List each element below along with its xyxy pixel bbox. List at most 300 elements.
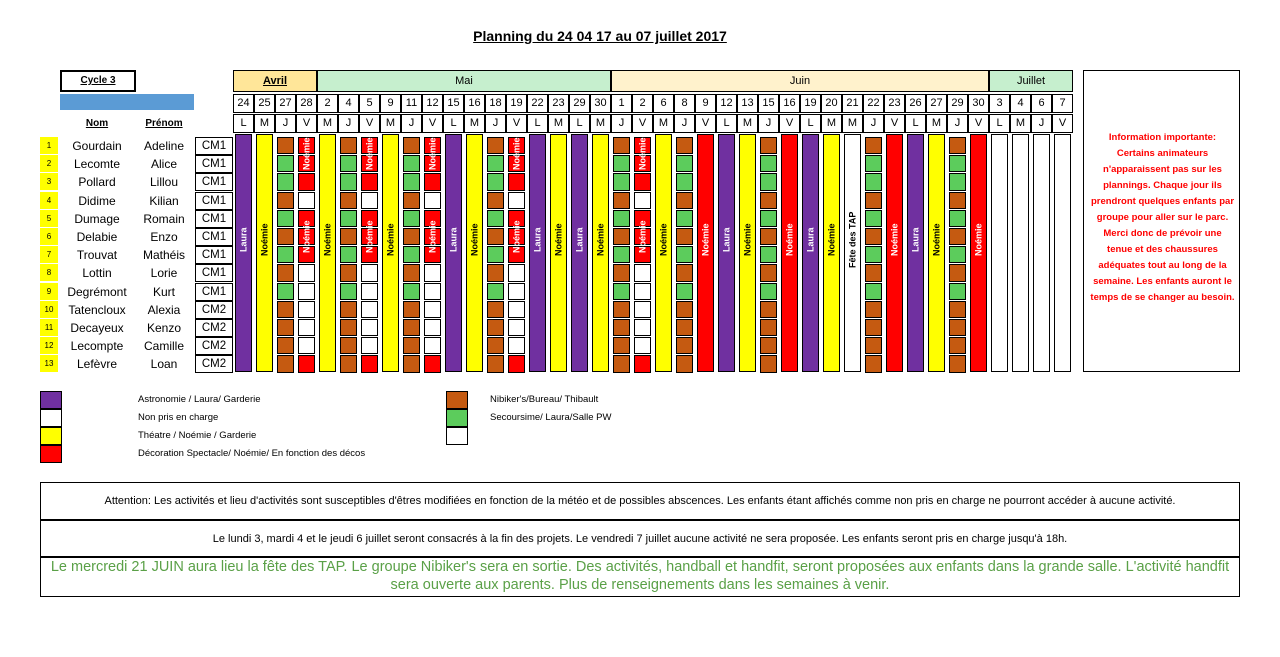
day-number: 13 [737, 94, 758, 113]
schedule-cell [277, 228, 294, 245]
schedule-cell [298, 283, 315, 300]
schedule-cell [277, 137, 294, 154]
schedule-cell [487, 301, 504, 318]
column-label: Fête des TAP [847, 211, 858, 269]
schedule-cell [949, 228, 966, 245]
day-letter: M [254, 114, 275, 133]
day-letter: J [275, 114, 296, 133]
schedule-cell [676, 264, 693, 281]
schedule-cell [613, 192, 630, 209]
column-label: Noémie [742, 223, 753, 257]
schedule-cell [949, 337, 966, 354]
cell-label: Noémie [511, 137, 522, 171]
day-letter: L [569, 114, 590, 133]
schedule-cell [676, 319, 693, 336]
day-number: 29 [569, 94, 590, 113]
student-classe: CM1 [195, 264, 233, 282]
day-number: 22 [863, 94, 884, 113]
day-number: 22 [527, 94, 548, 113]
student-classe: CM1 [195, 246, 233, 264]
schedule-cell [865, 301, 882, 318]
day-number: 27 [275, 94, 296, 113]
schedule-cell [634, 337, 651, 354]
cell-label: Noémie [364, 220, 375, 254]
schedule-cell [760, 228, 777, 245]
schedule-cell [487, 173, 504, 190]
schedule-cell [487, 337, 504, 354]
day-letter: V [506, 114, 527, 133]
schedule-cell [361, 192, 378, 209]
day-number: 9 [695, 94, 716, 113]
schedule-cell [277, 355, 294, 372]
student-classe: CM1 [195, 192, 233, 210]
schedule-cell [487, 137, 504, 154]
schedule-cell [424, 283, 441, 300]
schedule-cell [424, 319, 441, 336]
student-nom: Degrémont [67, 284, 127, 299]
student-nom: Delabie [76, 230, 118, 244]
column-label: Laura [721, 227, 732, 253]
schedule-cell [634, 283, 651, 300]
schedule-cell [760, 192, 777, 209]
day-letter: M [464, 114, 485, 133]
schedule-cell [865, 228, 882, 245]
schedule-cell [403, 246, 420, 263]
row-number: 4 [40, 192, 58, 209]
schedule-cell [949, 246, 966, 263]
schedule-cell [865, 283, 882, 300]
student-nom: Lecompte [70, 339, 124, 354]
schedule-cell [865, 246, 882, 263]
schedule-cell [949, 264, 966, 281]
day-number: 25 [254, 94, 275, 113]
schedule-cell [403, 355, 420, 372]
day-number: 6 [653, 94, 674, 113]
day-number: 5 [359, 94, 380, 113]
schedule-cell [613, 228, 630, 245]
column-label: Laura [532, 227, 543, 253]
schedule-cell [676, 301, 693, 318]
schedule-cell [508, 301, 525, 318]
day-letter: V [422, 114, 443, 133]
page-title: Planning du 24 04 17 au 07 juillet 2017 [473, 28, 727, 44]
schedule-cell [487, 283, 504, 300]
schedule-cell [613, 337, 630, 354]
schedule-cell [340, 137, 357, 154]
month-header: Mai [317, 70, 611, 92]
schedule-cell [487, 228, 504, 245]
day-letter: M [317, 114, 338, 133]
schedule-cell [508, 319, 525, 336]
day-number: 16 [779, 94, 800, 113]
row-number: 12 [40, 337, 58, 354]
student-prenom: Kenzo [146, 321, 182, 335]
schedule-cell [277, 246, 294, 263]
day-number: 12 [422, 94, 443, 113]
schedule-cell [613, 301, 630, 318]
schedule-cell [487, 355, 504, 372]
day-number: 2 [317, 94, 338, 113]
schedule-cell [403, 173, 420, 190]
cycle-label: Cycle 3 [60, 70, 136, 92]
column-label: Noémie [259, 223, 270, 257]
schedule-cell [760, 319, 777, 336]
month-header: Avril [233, 70, 317, 92]
student-prenom: Alice [150, 157, 177, 172]
student-nom: Dumage [74, 211, 120, 226]
schedule-cell [277, 301, 294, 318]
schedule-cell [403, 337, 420, 354]
schedule-cell [277, 337, 294, 354]
day-letter: M [737, 114, 758, 133]
schedule-cell [676, 192, 693, 209]
day-letter: L [989, 114, 1010, 133]
schedule-cell [487, 210, 504, 227]
student-nom: Pollard [78, 175, 116, 190]
column-label: Noémie [469, 223, 480, 257]
day-number: 2 [632, 94, 653, 113]
schedule-cell [676, 355, 693, 372]
schedule-cell [865, 192, 882, 209]
schedule-cell [277, 264, 294, 281]
student-nom: Lefèvre [76, 357, 118, 372]
student-classe: CM1 [195, 137, 233, 155]
student-prenom: Lorie [150, 266, 178, 281]
day-number: 19 [506, 94, 527, 113]
info-text: Information importante: Certains animateurs n'apparaissent pas sur les plannings. Chaque jour ils prendront quelques enfants par groupe pour aller sur le parc. Merci donc de prévoir une tenue et des chaussures adéquates tout au long de la semaine. Les enfants auront le temps de se changer au besoin. [1090, 132, 1235, 303]
column-label: Noémie [889, 223, 900, 257]
student-prenom: Camille [143, 339, 184, 354]
cell-label: Noémie [427, 137, 438, 171]
schedule-cell [487, 319, 504, 336]
column-label: Noémie [553, 223, 564, 257]
student-classe: CM2 [195, 319, 233, 337]
schedule-cell [340, 337, 357, 354]
day-number: 27 [926, 94, 947, 113]
nom-header: Nom [85, 118, 109, 129]
student-classe: CM1 [195, 155, 233, 173]
schedule-cell [760, 301, 777, 318]
cell-label: Noémie [637, 137, 648, 171]
day-number: 18 [485, 94, 506, 113]
student-prenom: Romain [143, 211, 185, 226]
student-prenom: Loan [150, 357, 178, 372]
schedule-cell [508, 173, 525, 190]
schedule-cell [613, 355, 630, 372]
schedule-cell [340, 210, 357, 227]
schedule-cell [634, 173, 651, 190]
schedule-cell [760, 173, 777, 190]
header-bar [60, 94, 194, 110]
row-number: 9 [40, 283, 58, 300]
schedule-cell [613, 137, 630, 154]
day-number: 24 [233, 94, 254, 113]
schedule-cell [949, 155, 966, 172]
day-letter: V [632, 114, 653, 133]
schedule-cell [949, 301, 966, 318]
fete-note: Le mercredi 21 JUIN aura lieu la fête des TAP. Le groupe Nibiker's sera en sortie. Des activités, handball et handfit, seront proposées aux enfants dans la grande salle. L'activité handfit sera ouverte aux parents. Plus de renseignements dans les semaines à venir. [40, 557, 1240, 597]
schedule-cell [361, 337, 378, 354]
schedule-cell [487, 192, 504, 209]
schedule-cell [613, 319, 630, 336]
schedule-cell [340, 264, 357, 281]
schedule-cell [361, 355, 378, 372]
day-number: 23 [548, 94, 569, 113]
schedule-cell [865, 319, 882, 336]
column-label: Laura [574, 227, 585, 253]
schedule-cell [424, 337, 441, 354]
day-letter: J [401, 114, 422, 133]
schedule-cell [676, 210, 693, 227]
student-classe: CM1 [195, 283, 233, 301]
schedule-cell [340, 355, 357, 372]
day-letter: V [884, 114, 905, 133]
day-letter: L [800, 114, 821, 133]
day-letter: L [527, 114, 548, 133]
schedule-cell [634, 355, 651, 372]
schedule-cell [298, 173, 315, 190]
student-prenom: Kurt [152, 284, 175, 299]
cell-label: Noémie [364, 137, 375, 171]
schedule-cell [424, 355, 441, 372]
schedule-cell [865, 210, 882, 227]
student-prenom: Kilian [149, 193, 179, 208]
schedule-cell [676, 228, 693, 245]
schedule-cell [424, 173, 441, 190]
schedule-cell [340, 283, 357, 300]
column-label: Noémie [973, 223, 984, 257]
column-label: Noémie [658, 223, 669, 257]
schedule-cell [277, 283, 294, 300]
day-letter: J [674, 114, 695, 133]
student-nom: Trouvat [76, 248, 118, 263]
legend-swatch [40, 445, 62, 463]
row-number: 7 [40, 246, 58, 263]
schedule-column [1054, 134, 1071, 372]
schedule-cell [277, 319, 294, 336]
schedule-cell [361, 264, 378, 281]
day-number: 3 [989, 94, 1010, 113]
student-nom: Tatencloux [68, 302, 126, 317]
schedule-column [1033, 134, 1050, 372]
schedule-cell [340, 155, 357, 172]
student-prenom: Lillou [149, 175, 179, 190]
row-number: 11 [40, 319, 58, 336]
schedule-cell [760, 355, 777, 372]
day-letter: V [296, 114, 317, 133]
schedule-cell [949, 137, 966, 154]
day-letter: L [716, 114, 737, 133]
legend-swatch [446, 427, 468, 445]
schedule-cell [949, 192, 966, 209]
schedule-cell [613, 155, 630, 172]
schedule-cell [760, 264, 777, 281]
day-number: 30 [590, 94, 611, 113]
schedule-cell [361, 173, 378, 190]
schedule-cell [634, 192, 651, 209]
student-nom: Decayeux [70, 321, 124, 335]
schedule-cell [676, 246, 693, 263]
schedule-cell [340, 301, 357, 318]
student-prenom: Enzo [150, 230, 178, 244]
legend-label: Nibiker's/Bureau/ Thibault [490, 394, 599, 405]
column-label: Laura [238, 227, 249, 253]
schedule-cell [424, 192, 441, 209]
schedule-cell [298, 301, 315, 318]
schedule-column [991, 134, 1008, 372]
student-prenom: Adeline [143, 139, 185, 153]
schedule-cell [340, 246, 357, 263]
schedule-cell [949, 319, 966, 336]
schedule-cell [613, 246, 630, 263]
schedule-cell [403, 137, 420, 154]
row-number: 10 [40, 301, 58, 318]
schedule-cell [949, 283, 966, 300]
cell-label: Noémie [427, 220, 438, 254]
day-number: 4 [338, 94, 359, 113]
schedule-cell [613, 264, 630, 281]
schedule-cell [613, 210, 630, 227]
student-prenom: Alexia [147, 302, 181, 317]
schedule-cell [277, 192, 294, 209]
day-letter: J [611, 114, 632, 133]
day-letter: J [1031, 114, 1052, 133]
day-letter: V [359, 114, 380, 133]
schedule-cell [403, 264, 420, 281]
column-label: Laura [805, 227, 816, 253]
legend-swatch [446, 391, 468, 409]
schedule-cell [277, 155, 294, 172]
schedule-cell [403, 192, 420, 209]
student-nom: Lottin [82, 266, 112, 281]
day-number: 12 [716, 94, 737, 113]
schedule-cell [865, 137, 882, 154]
schedule-cell [340, 173, 357, 190]
schedule-cell [760, 155, 777, 172]
schedule-cell [949, 173, 966, 190]
month-header: Juillet [989, 70, 1073, 92]
day-letter: M [548, 114, 569, 133]
legend-swatch [40, 409, 62, 427]
student-classe: CM2 [195, 337, 233, 355]
schedule-cell [676, 283, 693, 300]
schedule-cell [634, 264, 651, 281]
day-number: 15 [443, 94, 464, 113]
schedule-cell [487, 155, 504, 172]
column-label: Laura [448, 227, 459, 253]
day-number: 7 [1052, 94, 1073, 113]
day-number: 6 [1031, 94, 1052, 113]
schedule-cell [760, 283, 777, 300]
student-classe: CM1 [195, 228, 233, 246]
column-label: Noémie [595, 223, 606, 257]
schedule-cell [508, 264, 525, 281]
month-header: Juin [611, 70, 989, 92]
schedule-cell [508, 192, 525, 209]
day-letter: M [653, 114, 674, 133]
schedule-cell [361, 283, 378, 300]
day-letter: M [821, 114, 842, 133]
schedule-cell [634, 319, 651, 336]
schedule-cell [298, 319, 315, 336]
schedule-cell [634, 301, 651, 318]
student-prenom: Mathéis [142, 248, 186, 263]
day-letter: V [695, 114, 716, 133]
column-label: Noémie [700, 223, 711, 257]
day-number: 9 [380, 94, 401, 113]
day-number: 23 [884, 94, 905, 113]
day-letter: J [947, 114, 968, 133]
schedule-cell [403, 283, 420, 300]
projects-note: Le lundi 3, mardi 4 et le jeudi 6 juillet seront consacrés à la fin des projets. Le vendredi 7 juillet aucune activité ne sera proposée. Les enfants seront pris en charge jusqu'à 18h. [40, 520, 1240, 557]
student-classe: CM2 [195, 301, 233, 319]
schedule-cell [298, 192, 315, 209]
schedule-cell [613, 173, 630, 190]
legend-label: Théatre / Noémie / Garderie [138, 430, 257, 441]
prenom-header: Prénom [145, 118, 183, 129]
day-number: 26 [905, 94, 926, 113]
schedule-cell [760, 246, 777, 263]
schedule-cell [487, 246, 504, 263]
column-label: Noémie [826, 223, 837, 257]
day-number: 8 [674, 94, 695, 113]
day-letter: J [485, 114, 506, 133]
schedule-cell [277, 173, 294, 190]
cell-label: Noémie [301, 220, 312, 254]
legend-label: Secoursime/ Laura/Salle PW [490, 412, 612, 423]
legend-label: Non pris en charge [138, 412, 219, 423]
day-letter: L [905, 114, 926, 133]
student-classe: CM2 [195, 355, 233, 373]
day-letter: V [779, 114, 800, 133]
schedule-cell [340, 319, 357, 336]
legend-swatch [40, 391, 62, 409]
day-letter: J [338, 114, 359, 133]
schedule-cell [424, 264, 441, 281]
student-nom: Didime [78, 193, 116, 208]
day-number: 29 [947, 94, 968, 113]
day-letter: M [842, 114, 863, 133]
column-label: Noémie [385, 223, 396, 257]
schedule-cell [613, 283, 630, 300]
schedule-cell [508, 283, 525, 300]
schedule-cell [403, 319, 420, 336]
day-number: 15 [758, 94, 779, 113]
day-letter: J [863, 114, 884, 133]
schedule-cell [403, 301, 420, 318]
cell-label: Noémie [511, 220, 522, 254]
day-number: 1 [611, 94, 632, 113]
day-letter: M [380, 114, 401, 133]
column-label: Noémie [931, 223, 942, 257]
student-nom: Lecomte [73, 157, 121, 172]
row-number: 8 [40, 264, 58, 281]
day-letter: M [590, 114, 611, 133]
day-letter: J [758, 114, 779, 133]
day-number: 20 [821, 94, 842, 113]
schedule-cell [865, 355, 882, 372]
schedule-cell [865, 264, 882, 281]
schedule-cell [760, 137, 777, 154]
day-letter: V [968, 114, 989, 133]
cell-label: Noémie [301, 137, 312, 171]
day-letter: L [233, 114, 254, 133]
schedule-cell [676, 137, 693, 154]
schedule-cell [760, 337, 777, 354]
schedule-cell [361, 319, 378, 336]
day-number: 11 [401, 94, 422, 113]
row-number: 1 [40, 137, 58, 154]
